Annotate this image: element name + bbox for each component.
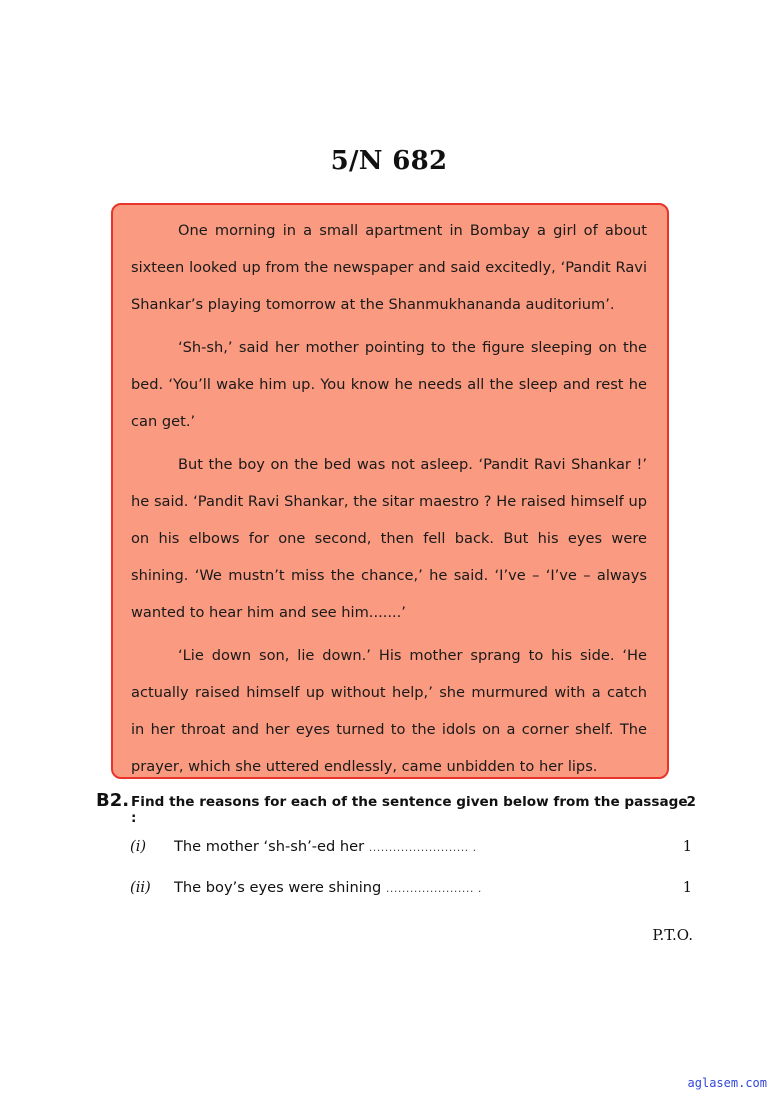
watermark: aglasem.com — [687, 1076, 767, 1090]
answer-blank: ...................... . — [385, 882, 482, 895]
question-number: B2. — [96, 790, 130, 811]
sub-question-i — [130, 838, 692, 860]
pto-label: P.T.O. — [652, 926, 693, 944]
passage-paragraph-2: ‘Sh-sh,’ said her mother pointing to the figure sleeping on the bed. ‘You’ll wake him up. You know he needs all the sleep and rest he can get.’ — [131, 339, 647, 430]
answer-blank: ......................... . — [368, 841, 477, 854]
page-title: 5/N 682 — [330, 146, 448, 176]
question-marks: 2 — [686, 794, 696, 810]
question-text: Find the reasons for each of the sentence given below from the passage : — [131, 794, 688, 826]
sub-question-text — [174, 838, 477, 855]
sub-question-label: The mother ‘sh-sh’-ed her — [174, 838, 365, 855]
passage-paragraph-1: One morning in a small apartment in Bombay a girl of about sixteen looked up from the newspaper and said excitedly, ‘Pandit Ravi Shankar’s playing tomorrow at the Shanmukhananda auditorium’. — [131, 222, 647, 313]
question-b2 — [96, 790, 696, 826]
sub-question-label: The boy’s eyes were shining — [174, 879, 382, 896]
sub-question-number: (i) — [130, 838, 147, 855]
sub-question-ii — [130, 879, 692, 901]
sub-question-number: (ii) — [130, 879, 151, 896]
sub-question-text — [174, 879, 482, 896]
sub-question-marks: 1 — [682, 879, 692, 896]
sub-question-marks: 1 — [682, 838, 692, 855]
passage-paragraph-4: ‘Lie down son, lie down.’ His mother sprang to his side. ‘He actually raised himself up without help,’ she murmured with a catch in her throat and her eyes turned to the idols on a corner shelf. The prayer, which she uttered endlessly, came unbidden to her lips. — [131, 647, 647, 775]
passage-box — [111, 203, 669, 779]
passage-paragraph-3: But the boy on the bed was not asleep. ‘Pandit Ravi Shankar !’ he said. ‘Pandit Ravi Shankar, the sitar maestro ? He raised himself up on his elbows for one second, then fell back. But his eyes were shining. ‘We mustn’t miss the chance,’ he said. ‘I’ve – ‘I’ve – always wanted to hear him and see him.......’ — [131, 456, 647, 621]
